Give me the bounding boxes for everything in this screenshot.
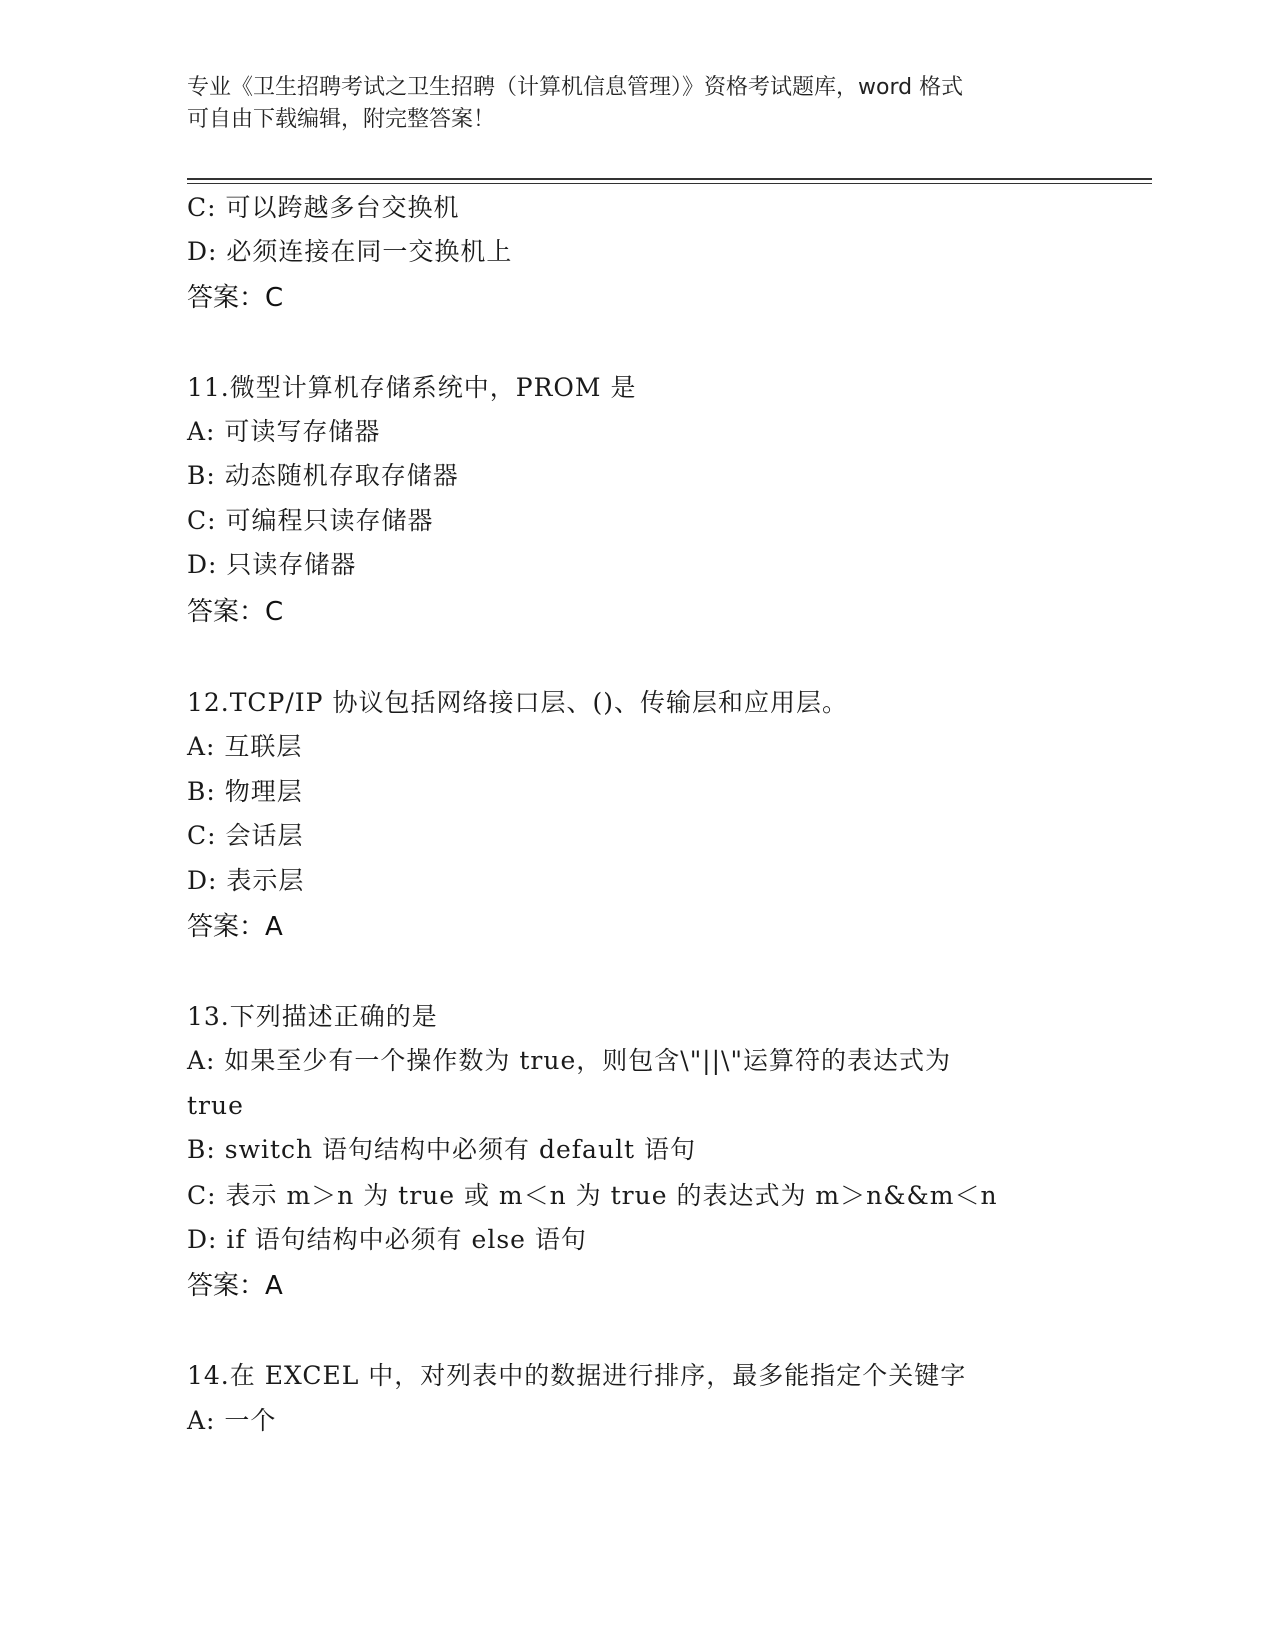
q13-option-d: D: if 语句结构中必须有 else 语句 <box>187 1225 587 1254</box>
q12-answer: 答案：A <box>187 912 283 942</box>
q14-option-a: A: 一个 <box>187 1406 277 1435</box>
q13-option-a: A: 如果至少有一个操作数为 true，则包含\"||\"运算符的表达式为 <box>187 1046 951 1075</box>
q10-option-c: C: 可以跨越多台交换机 <box>187 193 460 222</box>
q12-option-c: C: 会话层 <box>187 821 304 850</box>
q13-option-a-continued: true <box>187 1091 244 1120</box>
header-rule-thick <box>187 178 1152 180</box>
q11-option-c: C: 可编程只读存储器 <box>187 506 434 535</box>
q11-option-b: B: 动态随机存取存储器 <box>187 461 459 490</box>
header-line-2: 可自由下载编辑，附完整答案！ <box>187 107 496 132</box>
q11-option-d: D: 只读存储器 <box>187 550 357 579</box>
q13-option-b: B: switch 语句结构中必须有 default 语句 <box>187 1135 697 1164</box>
q13-answer: 答案：A <box>187 1271 283 1301</box>
q12-question: 12.TCP/IP 协议包括网络接口层、()、传输层和应用层。 <box>187 688 848 717</box>
header-line-1: 专业《卫生招聘考试之卫生招聘（计算机信息管理）》资格考试题库，word 格式 <box>187 75 964 100</box>
q10-option-d: D: 必须连接在同一交换机上 <box>187 237 513 266</box>
q14-question: 14.在 EXCEL 中，对列表中的数据进行排序，最多能指定个关键字 <box>187 1361 967 1390</box>
document-header <box>187 72 1087 136</box>
q12-option-b: B: 物理层 <box>187 777 303 806</box>
q12-option-d: D: 表示层 <box>187 866 305 895</box>
q13-option-c: C: 表示 m＞n 为 true 或 m＜n 为 true 的表达式为 m＞n&&m＜n <box>187 1181 998 1210</box>
q11-option-a: A: 可读写存储器 <box>187 417 381 446</box>
q13-question: 13.下列描述正确的是 <box>187 1002 438 1031</box>
header-rule-thin <box>187 183 1152 184</box>
q11-answer: 答案：C <box>187 597 284 627</box>
q12-option-a: A: 互联层 <box>187 732 303 761</box>
q10-answer: 答案：C <box>187 283 284 313</box>
q11-question: 11.微型计算机存储系统中，PROM 是 <box>187 373 637 402</box>
